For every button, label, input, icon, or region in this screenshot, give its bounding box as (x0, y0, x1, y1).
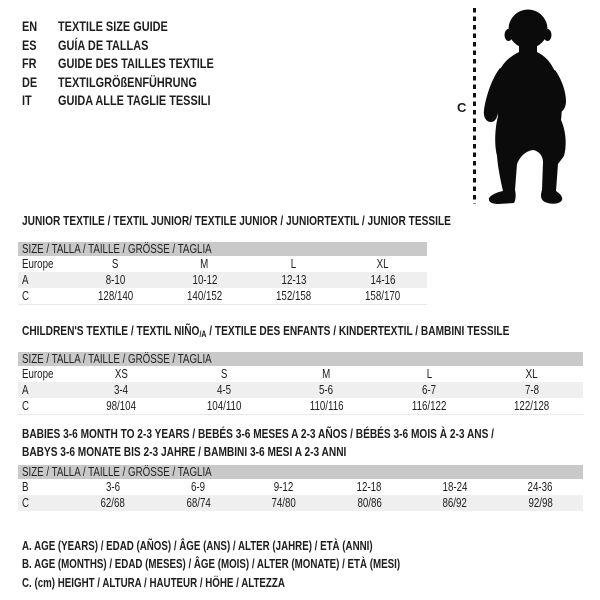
row-label: A (22, 383, 29, 397)
age-value: 3-4 (114, 383, 129, 397)
size-header-row (18, 465, 583, 479)
height-value: 98/104 (106, 399, 137, 413)
height-value: 86/92 (442, 496, 467, 510)
title-subscript: /A (199, 329, 207, 339)
height-value: 92/98 (528, 496, 553, 510)
height-dashed-line (473, 8, 476, 204)
row-label: C (22, 289, 30, 303)
row-label: Europe (22, 367, 54, 381)
children-section-title: CHILDREN'S TEXTILE / TEXTIL NIÑO/A / TEXTILE DES ENFANTS / KINDERTEXTIL / BAMBINI TESSILE (22, 323, 510, 339)
toddler-silhouette-icon (483, 4, 598, 206)
language-code: DE (22, 73, 38, 90)
height-value: 128/140 (97, 289, 134, 303)
children-size-table (18, 352, 583, 415)
footnote-age-months: B. AGE (MONTHS) / EDAD (MESES) / ÂGE (MOIS) / ALTER (MONATE) / ETÀ (MESI) (22, 557, 401, 572)
size-value: M (200, 257, 209, 271)
table-row-height (18, 398, 583, 415)
language-label: TEXTILE SIZE GUIDE (58, 18, 168, 34)
age-value: 18-24 (442, 480, 468, 494)
size-value: XL (376, 257, 389, 271)
babies-title-line1: BABIES 3-6 MONTH TO 2-3 YEARS / BEBÉS 3-6 MESES A 2-3 AÑOS / BÉBÉS 3-6 MOIS À 2-3 ANS / (22, 426, 494, 441)
age-value: 4-5 (216, 383, 231, 397)
row-label: B (22, 480, 29, 494)
footnote-height-cm: C. (cm) HEIGHT / ALTURA / HAUTEUR / HÖHE / ALTEZZA (22, 575, 285, 590)
size-value: L (290, 257, 297, 271)
table-row-age-months (18, 479, 583, 495)
language-code: EN (22, 18, 38, 34)
junior-size-table (18, 242, 427, 305)
age-value: 12-18 (356, 480, 382, 494)
footnote-age-years: A. AGE (YEARS) / EDAD (AÑOS) / ÂGE (ANS) / ALTER (JAHRE) / ETÀ (ANNI) (22, 539, 373, 553)
table-row-age (18, 382, 583, 398)
table-row-age (18, 272, 427, 288)
language-list (22, 17, 258, 110)
size-header-row (18, 242, 427, 256)
language-label: GUÍA DE TALLAS (58, 36, 149, 53)
size-header-label: SIZE / TALLA / TAILLE / GRÖSSE / TAGLIA (22, 352, 212, 366)
language-label: TEXTILGRÖßENFÜHRUNG (58, 73, 197, 90)
height-value: 74/80 (271, 496, 296, 510)
table-row-europe (18, 366, 583, 382)
age-value: 14-16 (370, 273, 395, 287)
size-header-label: SIZE / TALLA / TAILLE / GRÖSSE / TAGLIA (22, 242, 212, 256)
height-value: 80/86 (357, 496, 382, 510)
age-value: 6-7 (422, 383, 437, 397)
row-label: C (22, 496, 30, 510)
row-label: Europe (22, 257, 54, 271)
size-value: M (322, 367, 331, 381)
language-code: IT (22, 92, 32, 108)
age-value: 6-9 (191, 480, 206, 494)
row-label: A (22, 273, 29, 287)
height-value: 116/122 (411, 399, 447, 413)
height-measure-figure (455, 4, 600, 206)
size-value: S (220, 367, 228, 381)
height-value: 104/110 (206, 399, 242, 413)
age-value: 10-12 (192, 273, 217, 287)
language-label: GUIDE DES TAILLES TEXTILE (58, 55, 214, 71)
row-label: C (22, 399, 30, 413)
height-value: 122/128 (514, 399, 550, 413)
language-label: GUIDA ALLE TAGLIE TESSILI (58, 92, 211, 108)
language-code: ES (22, 36, 37, 53)
language-row-de (22, 73, 258, 92)
size-header-label: SIZE / TALLA / TAILLE / GRÖSSE / TAGLIA (22, 465, 212, 479)
babies-section-title (22, 425, 600, 461)
age-value: 24-36 (527, 480, 553, 494)
size-value: S (112, 257, 119, 271)
babies-size-table (18, 465, 583, 511)
table-row-height (18, 288, 427, 305)
height-value: 110/116 (309, 399, 344, 413)
junior-section-title: JUNIOR TEXTILE / TEXTIL JUNIOR/ TEXTILE JUNIOR / JUNIORTEXTIL / JUNIOR TESSILE (22, 213, 451, 228)
age-value: 7-8 (524, 383, 539, 397)
table-row-europe (18, 256, 427, 272)
height-value: 158/170 (364, 289, 401, 303)
age-value: 12-13 (281, 273, 306, 287)
language-code: FR (22, 55, 37, 71)
height-label: C (457, 100, 467, 115)
height-value: 140/152 (186, 289, 223, 303)
age-value: 8-10 (105, 273, 126, 287)
age-value: 9-12 (273, 480, 294, 494)
size-value: XL (525, 367, 538, 381)
size-header-row (18, 352, 583, 366)
language-row-en (22, 17, 258, 36)
legend-footnotes (22, 537, 507, 592)
height-value: 152/158 (275, 289, 312, 303)
height-value: 68/74 (186, 496, 211, 510)
table-row-height (18, 495, 583, 511)
babies-title-line2: BABYS 3-6 MONATE BIS 2-3 JAHRE / BAMBINI 3-6 MESI A 2-3 ANNI (22, 444, 347, 459)
size-value: L (426, 367, 432, 381)
size-value: XS (114, 367, 128, 381)
height-value: 62/68 (100, 496, 125, 510)
language-row-it (22, 91, 258, 110)
age-value: 5-6 (319, 383, 334, 397)
language-row-fr (22, 54, 258, 73)
language-row-es (22, 36, 258, 55)
age-value: 3-6 (105, 480, 120, 494)
